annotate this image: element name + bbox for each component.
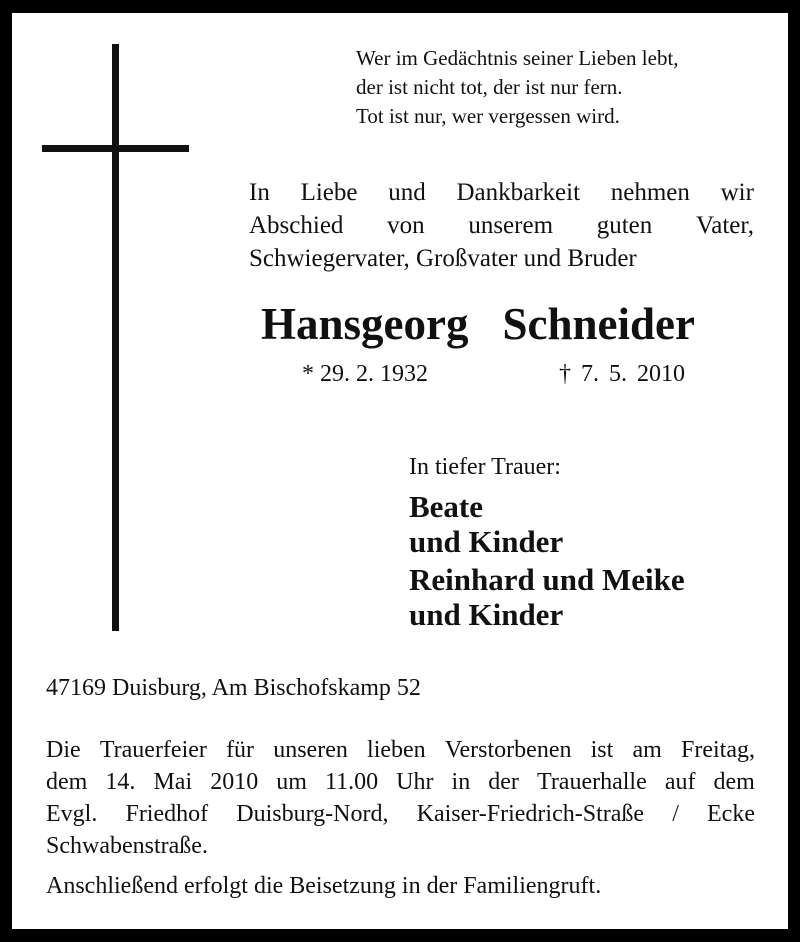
funeral-service-text <box>46 734 755 862</box>
word: um <box>276 769 307 795</box>
mourners-heading: In tiefer Trauer: <box>409 454 561 480</box>
word: 14. <box>105 769 136 795</box>
word: wir <box>720 179 754 206</box>
word: und <box>388 179 426 206</box>
word: Friedhof <box>125 801 209 827</box>
word: Trauerhalle <box>537 769 647 795</box>
cross-horizontal-bar <box>42 145 189 152</box>
cross-vertical-bar <box>112 44 119 631</box>
word: 11.00 <box>324 769 379 795</box>
word: Vater, <box>695 212 754 239</box>
intro-line-3: Schwiegervater, Großvater und Bruder <box>249 245 637 272</box>
family-address: 47169 Duisburg, Am Bischofskamp 52 <box>46 675 421 701</box>
word: lieben <box>367 737 426 763</box>
motto-line: Tot ist nur, wer vergessen wird. <box>356 104 620 128</box>
word: auf <box>664 769 696 795</box>
word: / <box>672 801 679 827</box>
word: unserem <box>468 212 554 239</box>
mourners-list <box>409 489 685 632</box>
service-line-3 <box>46 798 755 830</box>
mourner-line: Reinhard und Meike <box>409 562 685 597</box>
burial-note: Anschließend erfolgt die Beisetzung in der Familiengruft. <box>46 873 602 899</box>
word: Mai <box>153 769 193 795</box>
word: von <box>387 212 425 239</box>
mourner-line: und Kinder <box>409 597 564 632</box>
word: nehmen <box>610 179 690 206</box>
motto-line: der ist nicht tot, der ist nur fern. <box>356 75 623 99</box>
word: Ecke <box>707 801 755 827</box>
service-line-1 <box>46 734 755 766</box>
intro-line-2 <box>249 209 754 242</box>
word: Freitag, <box>681 737 755 763</box>
service-line-2 <box>46 766 755 798</box>
motto-verse <box>356 44 679 131</box>
word: ist <box>590 737 614 763</box>
word: dem <box>713 769 755 795</box>
motto-line: Wer im Gedächtnis seiner Lieben lebt, <box>356 46 679 70</box>
word: Evgl. <box>46 801 98 827</box>
word: Verstorbenen <box>444 737 572 763</box>
service-line-4: Schwabenstraße. <box>46 833 208 859</box>
word: Abschied <box>249 212 344 239</box>
word: Kaiser-Friedrich-Straße <box>416 801 645 827</box>
first-name: Hansgeorg <box>261 299 469 349</box>
intro-line-1 <box>249 176 754 209</box>
word: 2010 <box>210 769 259 795</box>
mourner-line: Beate <box>409 489 484 524</box>
word: Dankbarkeit <box>456 179 581 206</box>
word: Uhr <box>396 769 434 795</box>
birth-date: * 29. 2. 1932 <box>302 361 428 387</box>
word: der <box>488 769 519 795</box>
word: am <box>632 737 662 763</box>
word: Liebe <box>300 179 358 206</box>
word: Duisburg-Nord, <box>236 801 389 827</box>
deceased-name <box>261 298 695 350</box>
obituary-notice <box>12 13 788 929</box>
word: in <box>451 769 471 795</box>
last-name: Schneider <box>502 299 696 349</box>
word: dem <box>46 769 88 795</box>
word: unseren <box>273 737 348 763</box>
word: für <box>226 737 255 763</box>
word: In <box>249 179 270 206</box>
word: Trauerfeier <box>99 737 207 763</box>
word: guten <box>596 212 653 239</box>
word: Die <box>46 737 81 763</box>
death-date: † 7. 5. 2010 <box>559 361 685 387</box>
mourner-line: und Kinder <box>409 524 564 559</box>
intro-text <box>249 176 754 275</box>
